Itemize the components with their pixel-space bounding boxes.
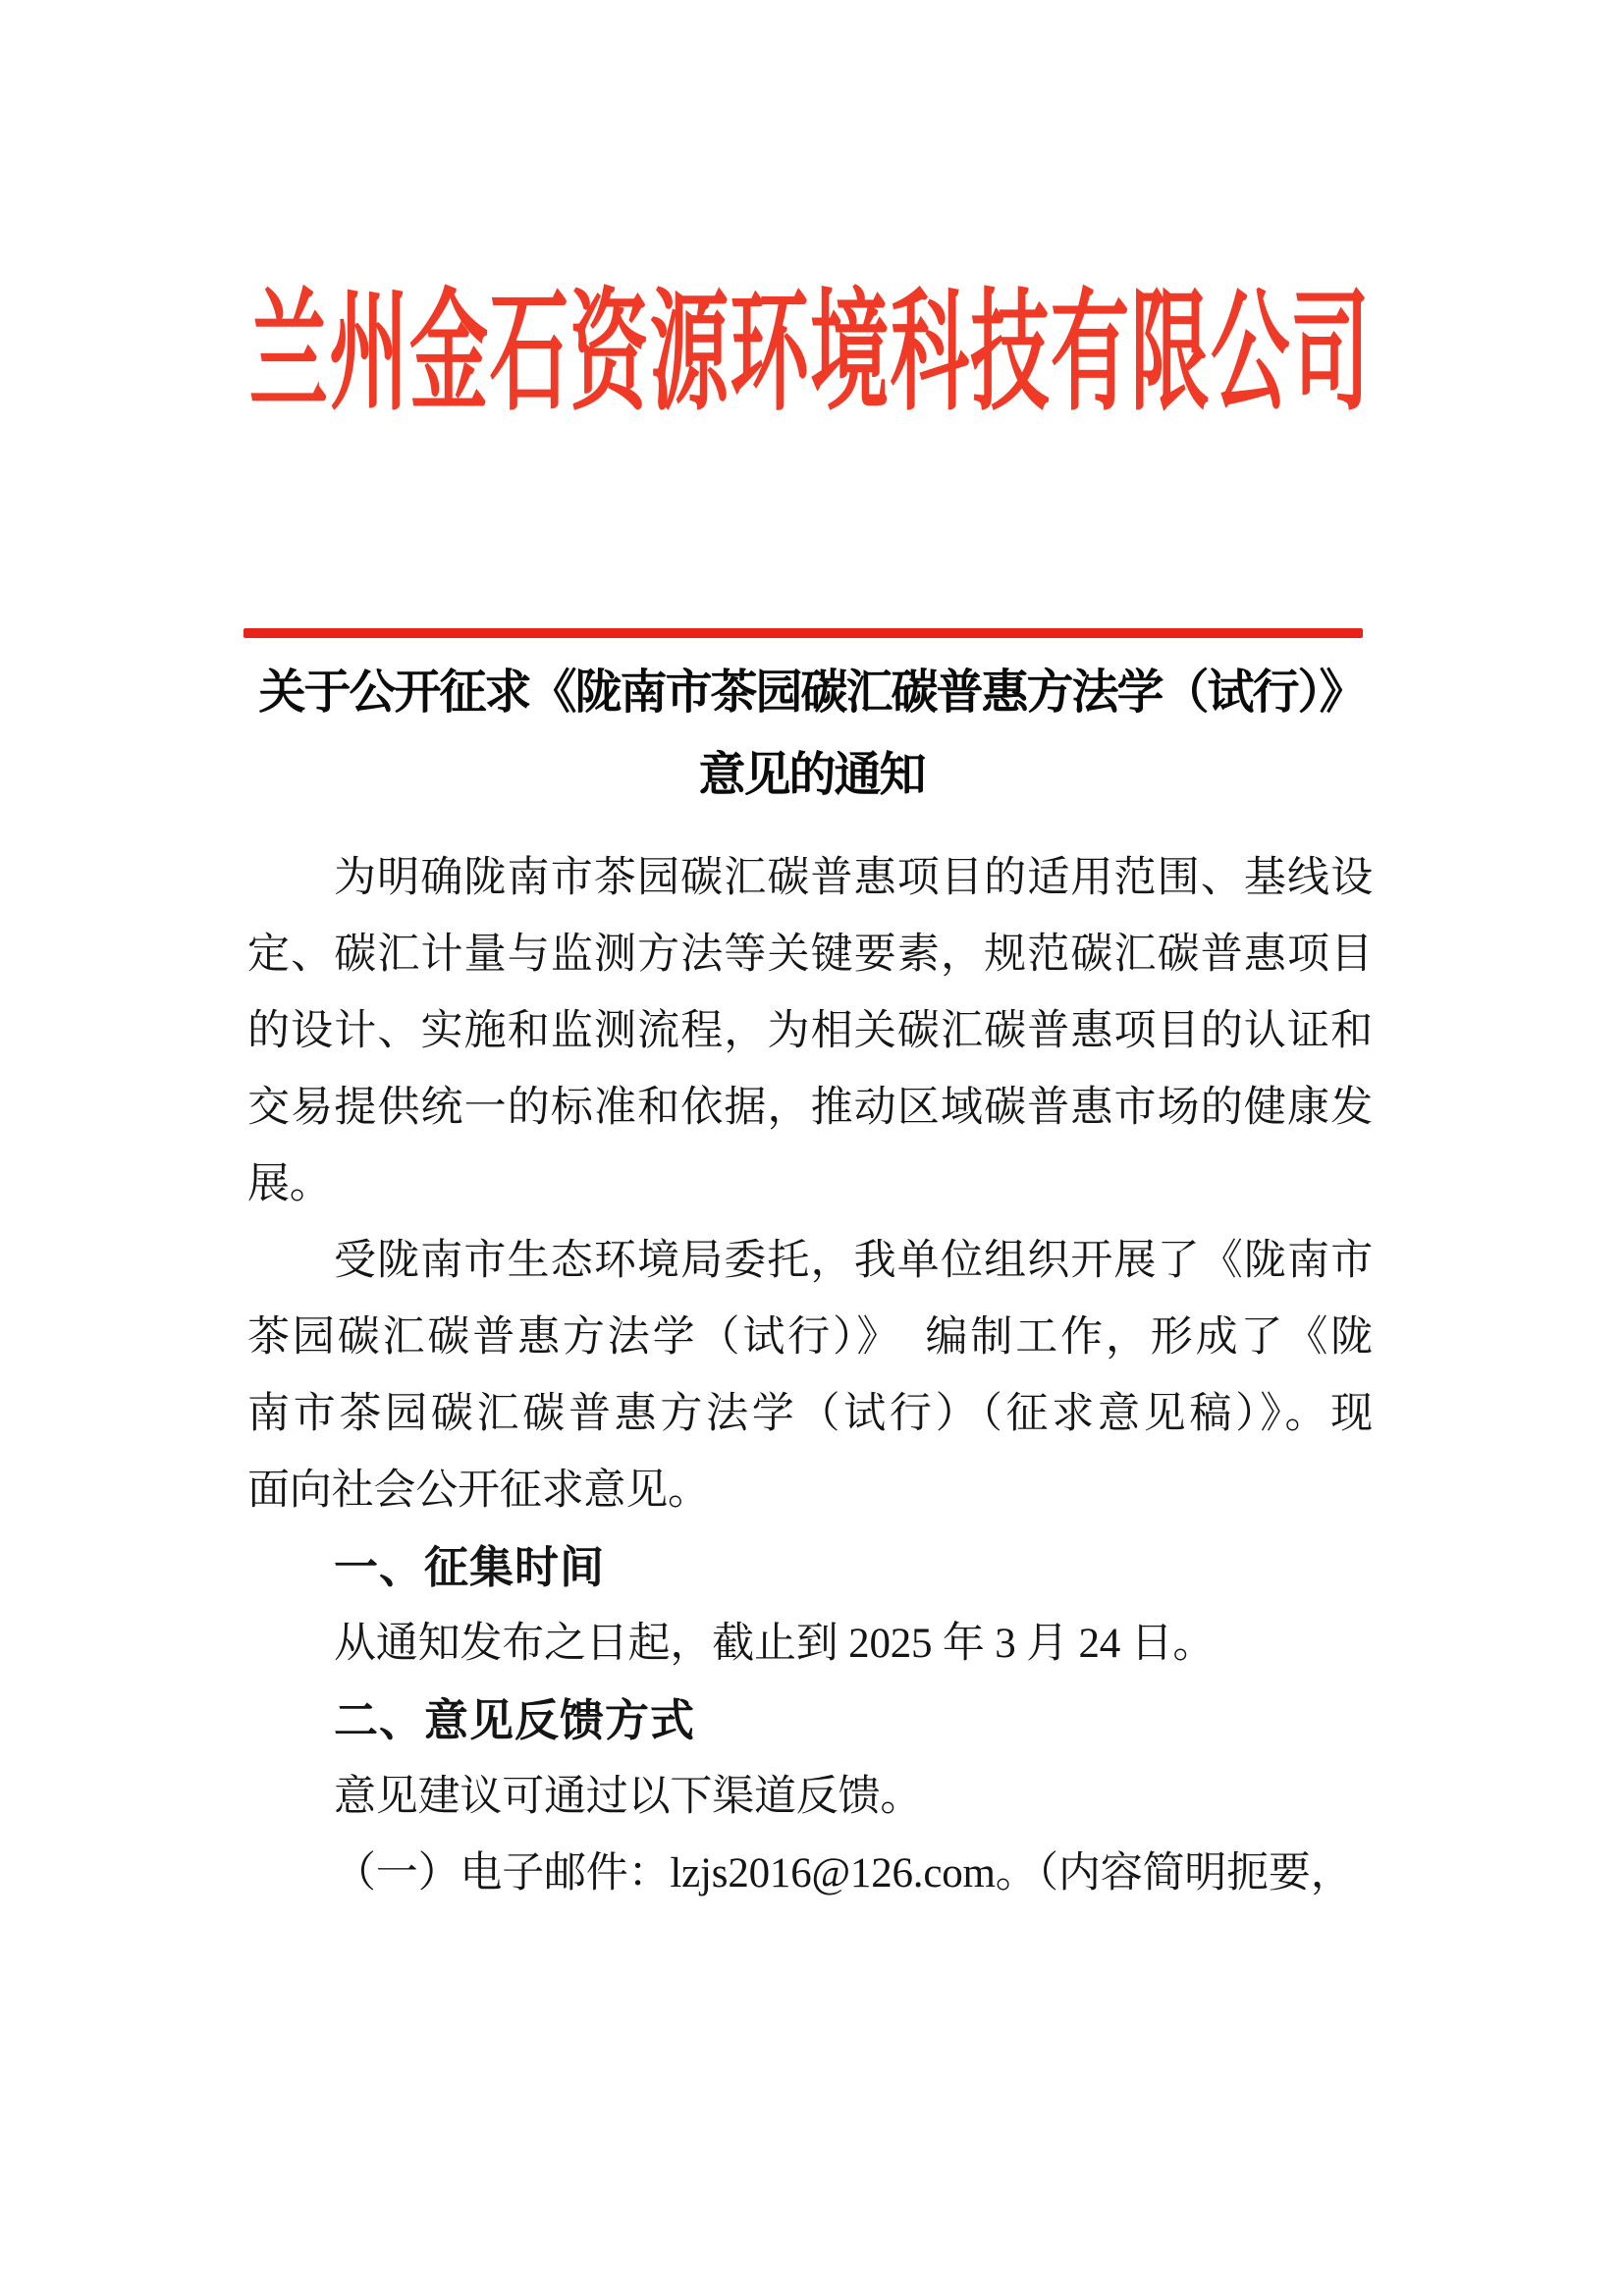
body-line-email: （一）电子邮件：lzjs2016@126.com。（内容简明扼要，: [334, 1850, 1353, 1896]
body-line: 意见建议可通过以下渠道反馈。: [334, 1774, 923, 1820]
body-line: 受陇南市生态环境局委托，我单位组织开展了《陇南市: [334, 1238, 1373, 1284]
body-line: 为明确陇南市茶园碳汇碳普惠项目的适用范围、基线设: [334, 855, 1373, 901]
letterhead-rule: [243, 628, 1363, 638]
body-line: 交易提供统一的标准和依据，推动区域碳普惠市场的健康发: [247, 1085, 1373, 1131]
notice-title: [0, 652, 1623, 817]
section-heading-feedback-method: 二、意见反馈方式: [334, 1695, 696, 1745]
notice-title-line2: 意见的通知: [698, 749, 925, 801]
body-line: 定、碳汇计量与监测方法等关键要素，规范碳汇碳普惠项目: [247, 932, 1373, 978]
company-letterhead: [247, 273, 1373, 434]
section-heading-collection-time: 一、征集时间: [334, 1542, 606, 1592]
body-line: 茶园碳汇碳普惠方法学（试行）》 编制工作，形成了《陇: [247, 1314, 1373, 1361]
body-line: 展。: [247, 1161, 332, 1207]
body-line: 面向社会公开征求意见。: [247, 1468, 710, 1514]
company-name: 兰州金石资源环境科技有限公司: [248, 281, 1372, 426]
body-line: 的设计、实施和监测流程，为相关碳汇碳普惠项目的认证和: [247, 1008, 1373, 1054]
notice-body: [247, 840, 1373, 1912]
notice-title-line1: 关于公开征求《陇南市茶园碳汇碳普惠方法学（试行）》: [258, 667, 1365, 719]
body-line: 南市茶园碳汇碳普惠方法学（试行）（征求意见稿）》。现: [247, 1391, 1373, 1437]
body-line: 从通知发布之日起，截止到 2025 年 3 月 24 日。: [334, 1621, 1216, 1667]
